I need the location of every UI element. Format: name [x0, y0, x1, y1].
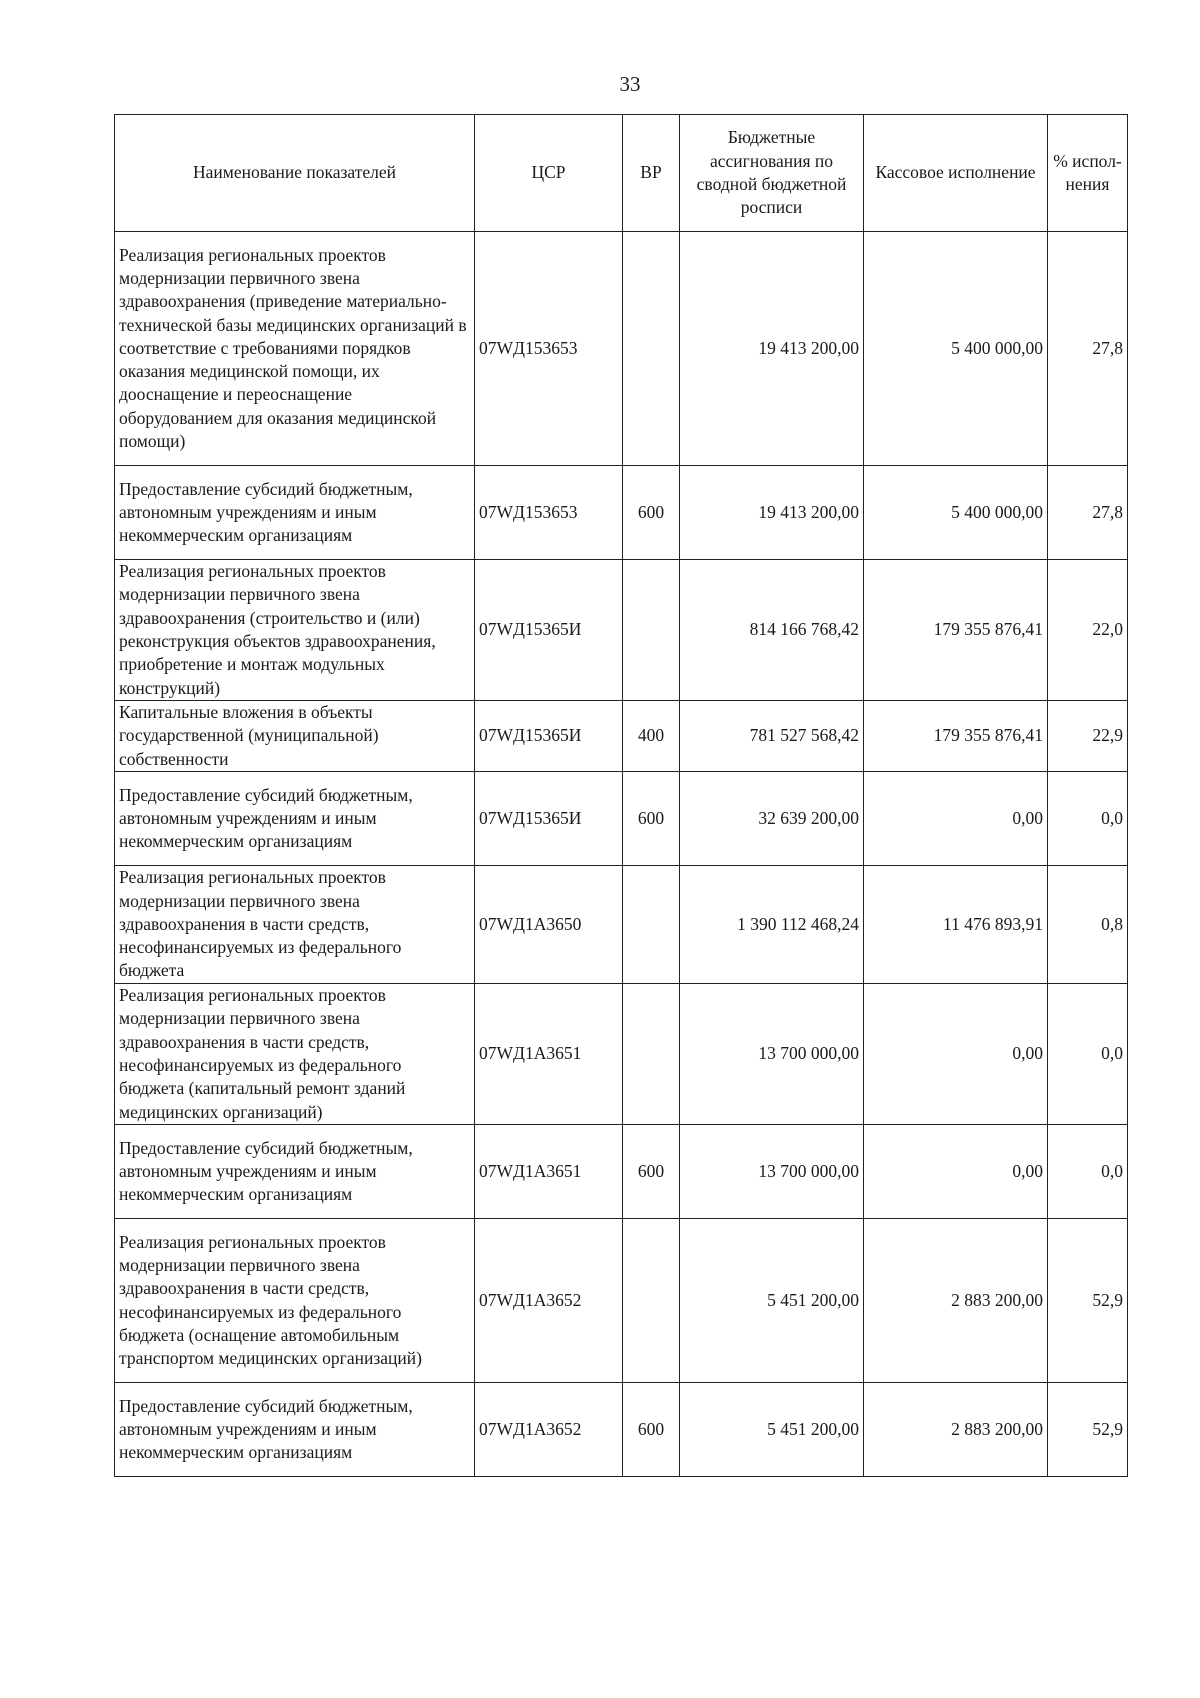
table-row	[115, 866, 1128, 984]
row-percent: 52,9	[1048, 1383, 1128, 1477]
page-number: 33	[619, 72, 641, 96]
header-row	[115, 115, 1128, 232]
row-budget: 13 700 000,00	[680, 984, 864, 1125]
row-percent: 0,0	[1048, 1125, 1128, 1219]
table-row	[115, 984, 1128, 1125]
row-budget: 13 700 000,00	[680, 1125, 864, 1219]
row-vr	[623, 232, 680, 466]
row-percent: 0,0	[1048, 984, 1128, 1125]
row-csr: 07WД1А3652	[475, 1219, 623, 1383]
row-budget: 1 390 112 468,24	[680, 866, 864, 984]
row-csr: 07WД153653	[475, 466, 623, 560]
row-name: Предоставление субсидий бюджетным, автономным учреждениям и иным некоммерческим организациям	[115, 1383, 475, 1477]
row-name: Реализация региональных проектов модернизации первичного звена здравоохранения в части средств, несофинансируемых из федерального бюджета (оснащение автомобильным транспортом медицинских организаций)	[115, 1219, 475, 1383]
row-vr: 600	[623, 1383, 680, 1477]
row-execution: 0,00	[864, 772, 1048, 866]
row-name: Капитальные вложения в объекты государственной (муниципальной) собственности	[115, 701, 475, 772]
header-budget: Бюджетные ассигнования по сводной бюджетной росписи	[680, 115, 864, 232]
table-row	[115, 1125, 1128, 1219]
row-vr: 400	[623, 701, 680, 772]
row-name: Предоставление субсидий бюджетным, автономным учреждениям и иным некоммерческим организациям	[115, 772, 475, 866]
row-execution: 5 400 000,00	[864, 466, 1048, 560]
row-budget: 19 413 200,00	[680, 232, 864, 466]
budget-table	[114, 114, 1128, 1477]
row-csr: 07WД1А3650	[475, 866, 623, 984]
row-execution: 2 883 200,00	[864, 1383, 1048, 1477]
row-execution: 179 355 876,41	[864, 560, 1048, 701]
table-row	[115, 560, 1128, 701]
row-vr	[623, 1219, 680, 1383]
row-budget: 781 527 568,42	[680, 701, 864, 772]
row-csr: 07WД153653	[475, 232, 623, 466]
row-percent: 27,8	[1048, 466, 1128, 560]
row-csr: 07WД1А3652	[475, 1383, 623, 1477]
header-csr: ЦСР	[475, 115, 623, 232]
row-vr: 600	[623, 772, 680, 866]
row-percent: 0,0	[1048, 772, 1128, 866]
row-csr: 07WД15365И	[475, 772, 623, 866]
row-execution: 0,00	[864, 1125, 1048, 1219]
row-vr: 600	[623, 466, 680, 560]
row-name: Реализация региональных проектов модернизации первичного звена здравоохранения (строительство и (или) реконструкция объектов здравоохранения, приобретение и монтаж модульных конструкций)	[115, 560, 475, 701]
table-row	[115, 701, 1128, 772]
row-execution: 0,00	[864, 984, 1048, 1125]
row-percent: 22,0	[1048, 560, 1128, 701]
row-csr: 07WД15365И	[475, 701, 623, 772]
row-execution: 179 355 876,41	[864, 701, 1048, 772]
row-execution: 5 400 000,00	[864, 232, 1048, 466]
row-name: Реализация региональных проектов модернизации первичного звена здравоохранения (приведение материально-технической базы медицинских организаций в соответствие с требованиями порядков оказания медицинской помощи, их дооснащение и переоснащение оборудованием для оказания медицинской помощи)	[115, 232, 475, 466]
row-budget: 32 639 200,00	[680, 772, 864, 866]
header-percent: % испол-нения	[1048, 115, 1128, 232]
row-budget: 5 451 200,00	[680, 1219, 864, 1383]
row-csr: 07WД1А3651	[475, 984, 623, 1125]
row-execution: 11 476 893,91	[864, 866, 1048, 984]
table-row	[115, 466, 1128, 560]
row-name: Реализация региональных проектов модернизации первичного звена здравоохранения в части средств, несофинансируемых из федерального бюджета (капитальный ремонт зданий медицинских организаций)	[115, 984, 475, 1125]
row-name: Предоставление субсидий бюджетным, автономным учреждениям и иным некоммерческим организациям	[115, 466, 475, 560]
row-percent: 52,9	[1048, 1219, 1128, 1383]
row-vr: 600	[623, 1125, 680, 1219]
row-percent: 27,8	[1048, 232, 1128, 466]
row-percent: 0,8	[1048, 866, 1128, 984]
header-execution: Кассовое исполнение	[864, 115, 1048, 232]
table-row	[115, 1219, 1128, 1383]
row-vr	[623, 560, 680, 701]
row-percent: 22,9	[1048, 701, 1128, 772]
row-name: Предоставление субсидий бюджетным, автономным учреждениям и иным некоммерческим организациям	[115, 1125, 475, 1219]
row-vr	[623, 984, 680, 1125]
row-csr: 07WД15365И	[475, 560, 623, 701]
row-budget: 19 413 200,00	[680, 466, 864, 560]
table-row	[115, 232, 1128, 466]
row-name: Реализация региональных проектов модернизации первичного звена здравоохранения в части средств, несофинансируемых из федерального бюджета	[115, 866, 475, 984]
row-budget: 5 451 200,00	[680, 1383, 864, 1477]
table-row	[115, 772, 1128, 866]
header-vr: ВР	[623, 115, 680, 232]
table-row	[115, 1383, 1128, 1477]
row-csr: 07WД1А3651	[475, 1125, 623, 1219]
row-vr	[623, 866, 680, 984]
row-execution: 2 883 200,00	[864, 1219, 1048, 1383]
header-name: Наименование показателей	[115, 115, 475, 232]
row-budget: 814 166 768,42	[680, 560, 864, 701]
